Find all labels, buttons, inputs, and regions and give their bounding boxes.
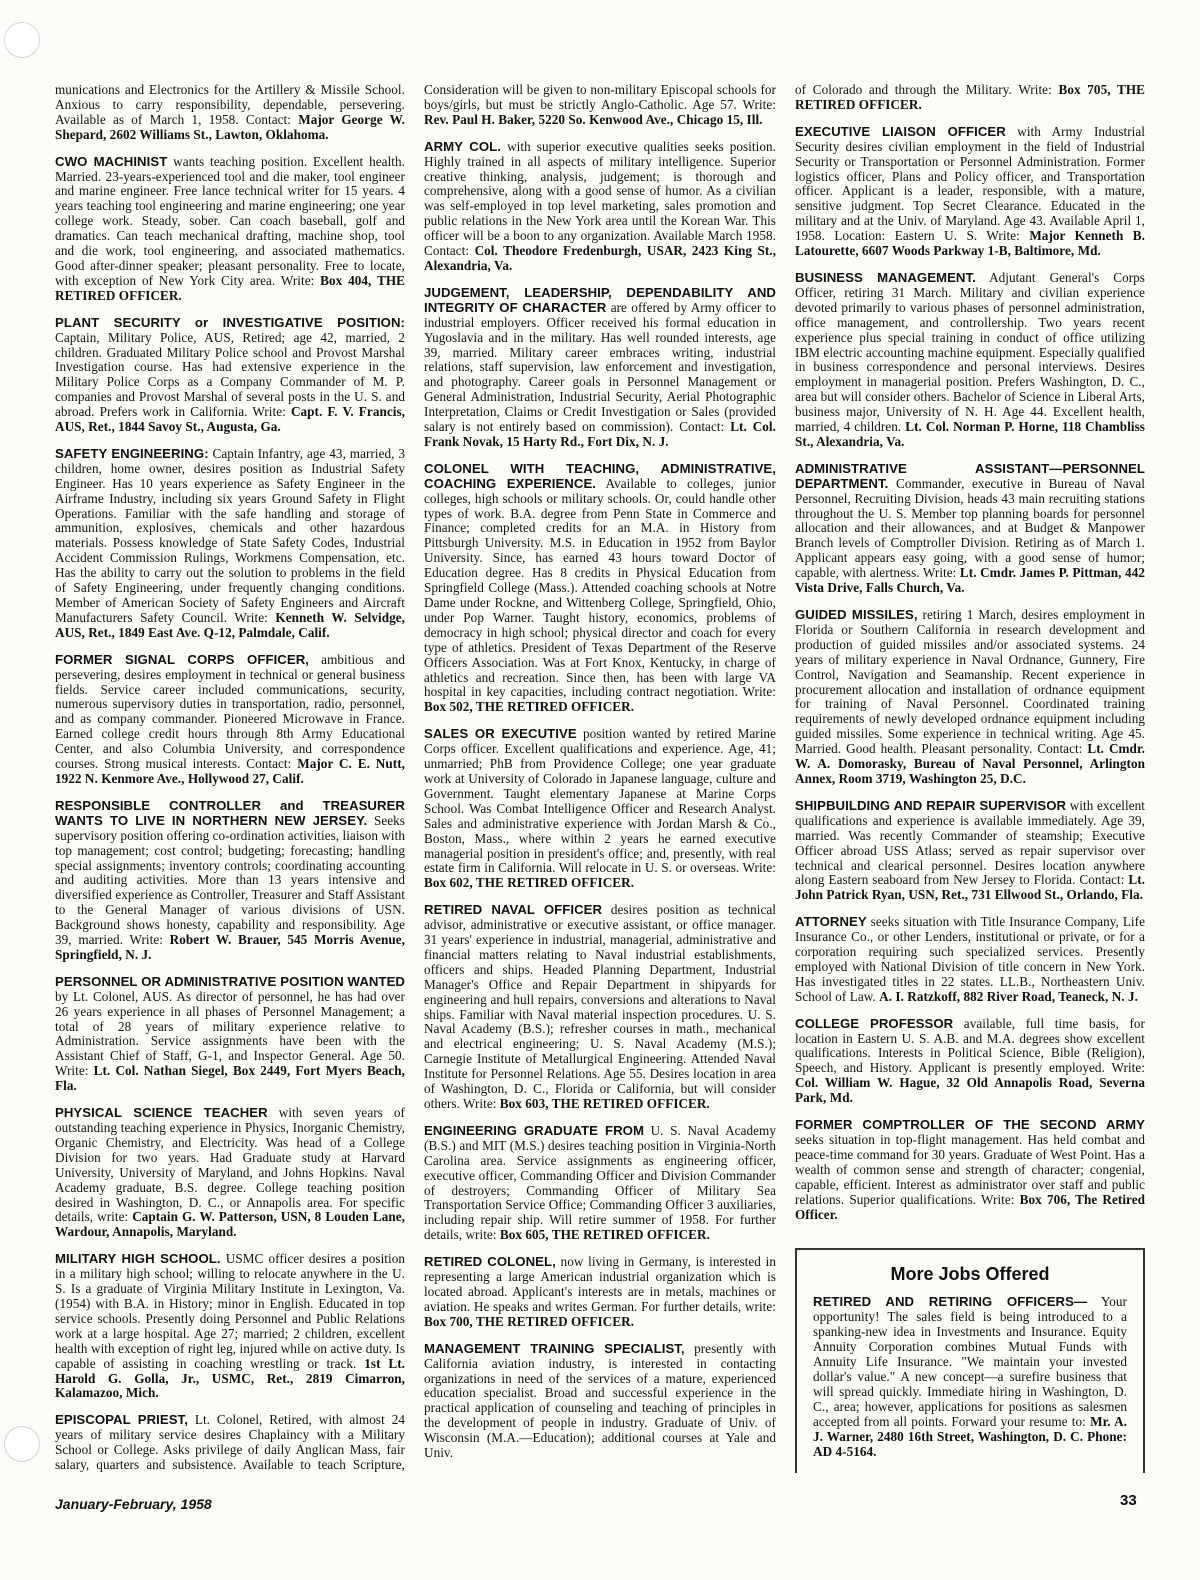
ad-lead: EPISCOPAL PRIEST, — [55, 1412, 188, 1428]
classified-ad — [424, 462, 776, 715]
ad-lead: CWO MACHINIST — [55, 153, 168, 169]
ad-body: Available to colleges, junior colleges, high schools or military schools. Or, could handle other types of work. B.A. degree from Penn State in Commerce and Finance; completed credits for an M.A. in History from Pittsburgh University. M.S. in Education in 1952 from Baylor University. Since, has earned 43 hours toward Doctor of Education degree. Has 8 credits in Physical Education from Springfield College (Mass.). Attended coaching schools at Notre Dame under Rockne, and Wittenberg College, Springfield, Ohio, under Pop Warner. Taught history, economics, problems of democracy in high school; physical director and coach for every type of athletics. President of Texas Department of the Reserve Officers Association. Was at Fort Knox, Kentucky, in charge of athletics and recreation. Since then, has been with large VA hospital in key capacities, including contract negotiation. Write: — [424, 475, 776, 700]
ad-body: with seven years of outstanding teaching experience in Physics, Inorganic Chemistry, Organic Chemistry, and Electricity. Was head of a College Division for two years. Had Graduate study at Harvard University, University of Maryland, and Johns Hopkins. Naval Academy graduate, B.S. degree. College teaching position desired in Washington, D. C., or Annapolis area. For specific details, write: — [55, 1105, 405, 1225]
ad-contact: Box 502, THE RETIRED OFFICER. — [424, 699, 635, 715]
classified-ad — [55, 155, 405, 304]
classified-ad — [55, 653, 405, 787]
ad-lead: RETIRED NAVAL OFFICER — [424, 902, 603, 918]
ad-contact: Capt. F. V. Francis, AUS, Ret., 1844 Savoy St., Augusta, Ga. — [55, 404, 405, 435]
classified-ad — [55, 975, 405, 1094]
page-number: 33 — [1120, 1492, 1137, 1509]
classified-ad — [795, 1118, 1145, 1222]
ad-body: Captain Infantry, age 43, married, 3 children, home owner, desires position as Industrial Safety Engineer. Has 10 years experience as Safety Engineer in the Airframe Industry, including six years Ground Safety in Flight Operations. Familiar with the safe handling and storage of ammunition, explosives, chemicals and other hazardous materials. Possess knowledge of State Safety Codes, Industrial Accident Commission Rulings, Workmens Compensation, etc. Has the ability to carry out the solution to problems in the field of Safety Engineering, under frequently changing conditions. Member of American Society of Safety Engineers and Aircraft Manufacturers Safety Council. Write: — [55, 445, 405, 625]
more-jobs-offered-title: More Jobs Offered — [890, 1264, 1050, 1285]
classified-ad — [424, 1255, 776, 1330]
ad-body: Your opportunity! The sales field is being introduced to a spanking-new idea in Investments and Insurance. Equity Annuity Corporation combines Mutual Funds with Annuity Life Insurance. "We maintain your invested dollar's value." A new concept—a surefire business that will spread quickly. Immediate hiring in Washington, D. C., area; however, applications for positions as salesmen accepted from all points. Forward your resume to: — [813, 1294, 1127, 1429]
column-right-ads — [795, 83, 1145, 1222]
ad-body: desires position as technical advisor, administrative or executive assistant, or office manager. 31 years' experience in industrial, managerial, administrative and financial matters relating to Naval industrial establishments, officers and ships. Headed Planning Department, Industrial Manager's Office and Repair Department in shipyards for engineering and hull repairs, conversions and alterations to Naval ships. Familiar with Naval material inspection procedures. U. S. Naval Academy (B.S.); refresher courses in math., mechanical and electrical engineering; U. S. Naval Academy (M.S.); Carnegie Institute of Metallurgical Engineering. Attended Naval Institute for Personnel Relations. Age 55. Desires location in area of Washington, D. C., Florida or California, but will consider others. Write: — [424, 902, 776, 1111]
classified-ad — [795, 83, 1145, 113]
ad-contact: Box 404, THE RETIRED OFFICER. — [55, 272, 405, 303]
ad-lead: ATTORNEY — [795, 914, 867, 930]
ad-contact: Lt. Col. Frank Novak, 15 Harty Rd., Fort Dix, N. J. — [424, 419, 776, 449]
ad-body: with excellent qualifications and experience is available immediately. Age 39, married. Was recently Commander of steamship; Executive Officer abroad USS Atlass; served as repair supervisor over technical and clearical personnel. Desires location anywhere along Eastern seaboard from New Jersey to Florida. Contact: — [795, 797, 1145, 888]
ad-contact: Robert W. Brauer, 545 Morris Avenue, Springfield, N. J. — [55, 932, 405, 962]
ad-contact: A. I. Ratzkoff, 882 River Road, Teaneck, N. J. — [879, 988, 1138, 1004]
ad-body: with Army Industrial Security desires civilian employment in the field of Industrial Security or Transportation or Personnel Administration. Former logistics officer, Plans and Policy officer, and Transportation officer. Applicant is a leader, responsible, with a mature, sensitive judgment. Top Secret Clearance. Educated in the military and at the Univ. of Maryland. Age 43. Available April 1, 1958. Location: Eastern U. S. Write: — [795, 123, 1145, 244]
issue-date: January-February, 1958 — [55, 1496, 212, 1512]
classified-ad — [55, 799, 405, 963]
ad-contact: Mr. A. J. Warner, 2480 16th Street, Washington, D. C. Phone: AD 4-5164. — [813, 1413, 1128, 1459]
ad-lead: PLANT SECURITY or INVESTIGATIVE POSITION: — [55, 314, 405, 330]
ad-contact: Lt. John Patrick Ryan, USN, Ret., 731 Ellwood St., Orlando, Fla. — [795, 872, 1145, 903]
ad-body: by Lt. Colonel, AUS. As director of personnel, he has had over 26 years experience in all phases of Personnel Management; a total of 28 years of military experience relative to Administration. Service assignments have been with the Assistant Chief of Staff, G-1, and Inspector General. Age 50. Write: — [55, 988, 405, 1079]
ad-body: seeks situation in top-flight management. Has held combat and peace-time command for 30 years. Graduate of West Point. Has a wealth of common sense and strength of character; congenial, capable, efficient. Interest as administrator over staff and public relations. Superior qualifications. Write: — [795, 1132, 1145, 1207]
ad-contact: Captain G. W. Patterson, USN, 8 Louden Lane, Wardour, Annapolis, Maryland. — [55, 1209, 405, 1240]
classified-ad — [424, 1342, 776, 1461]
punch-hole — [4, 1426, 40, 1462]
ad-lead: ENGINEERING GRADUATE FROM — [424, 1122, 644, 1138]
ad-body: USMC officer desires a position in a military high school; willing to relocate anywhere in the U. S. Is a graduate of Virginia Military Institute in Lexington, Va. (1954) with B.A. in History; minor in English. Educated in top service schools. Presently doing Personnel and Public Relations work at a large hospital. Age 27; married; 2 children, excellent health with exception of right leg, injured while on active duty. Is capable of assisting in coaching wrestling or track. — [55, 1251, 405, 1371]
ad-contact: Box 700, THE RETIRED OFFICER. — [424, 1313, 635, 1329]
classified-ad — [795, 608, 1145, 787]
ad-lead: COLLEGE PROFESSOR — [795, 1015, 954, 1031]
ad-lead: GUIDED MISSILES, — [795, 607, 918, 622]
ad-contact: Major George W. Shepard, 2602 Williams St., Lawton, Oklahoma. — [55, 111, 405, 142]
ad-lead: PHYSICAL SCIENCE TEACHER — [55, 1105, 268, 1121]
ad-body: of Colorado and through the Military. Write: — [795, 83, 1059, 97]
ad-body: with superior executive qualities seeks position. Highly trained in all aspects of military intelligence. Superior creative thinking, analysis, judgement; is thorough and comprehensive, along with a good sense of humor. As a civilian was self-employed in top level marketing, sales promotion and public relations in the New York area until the Korean War. This officer will be a boon to any organization. Available March 1958. Contact: — [424, 138, 776, 259]
ad-lead: JUDGEMENT, LEADERSHIP, DEPENDABILITY AND INTEGRITY OF CHARACTER — [424, 284, 776, 315]
classified-ad — [424, 286, 776, 450]
ad-lead: SHIPBUILDING AND REPAIR SUPERVISOR — [795, 797, 1067, 813]
ad-contact: Lt. Cmdr. James P. Pittman, 442 Vista Drive, Falls Church, Va. — [795, 565, 1145, 596]
classified-ad — [795, 915, 1145, 1004]
classified-ad — [424, 727, 776, 891]
ad-body: Commander, executive in Bureau of Naval Personnel, Recruiting Division, heads 43 main recruiting stations throughout the U. S. Member top planning boards for personnel allocation and their allowances, and at Budget & Manpower Branch levels of Comptroller Division. Retiring as of March 1. Applicant appears easy going, with a good sense of humor; capable, with alertness. Write: — [795, 475, 1145, 581]
punch-hole — [4, 22, 40, 58]
ad-body: Captain, Military Police, AUS, Retired; age 42, married, 2 children. Graduated Military Police school and Provost Marshal Investigation course. Has had extensive experience in the Military Police Corps as a Company Commander of M. P. companies and Provost Marshal of several posts in the U. S. and abroad. Prefers work in California. Write: — [55, 329, 405, 420]
column-middle — [424, 83, 776, 1473]
ad-lead: PERSONNEL OR ADMINISTRATIVE POSITION WANTED — [55, 973, 405, 989]
ad-body: seeks situation with Title Insurance Company, Life Insurance Co., or other Lenders, institutional or private, or for a corporation requiring such specialized services. Presently employed with National Division of title concern in New York. Has investigated titles in 22 states. LL.B., Northeastern Univ. School of Law. — [795, 914, 1145, 1004]
ad-contact: Box 706, The Retired Officer. — [795, 1191, 1145, 1222]
classified-ad — [55, 1252, 405, 1401]
classified-ad — [795, 1017, 1145, 1106]
ad-contact: Lt. Col. Norman P. Horne, 118 Chambliss St., Alexandria, Va. — [795, 419, 1145, 449]
ad-lead: SAFETY ENGINEERING: — [55, 445, 209, 461]
ad-body: U. S. Naval Academy (B.S.) and MIT (M.S.) desires teaching position in Virginia-North Carolina area. Service assignments as engineering officer, executive officer, Commanding Officer and Division Commander of destroyers; Commanding Officer of Military Sea Transportation Service Office; Commanding Officer 3 auxiliaries, including repair ship. Will retire summer of 1958. For further details, write: — [424, 1122, 776, 1243]
ad-contact: Lt. Col. Nathan Siegel, Box 2449, Fort Myers Beach, Fla. — [55, 1063, 405, 1094]
classified-ad — [424, 903, 776, 1112]
ad-lead: SALES OR EXECUTIVE — [424, 726, 577, 742]
classified-ad — [424, 1124, 776, 1243]
ad-body: position wanted by retired Marine Corps officer. Excellent qualifications and experience. Age, 41; unmarried; PhB from Providence College; one year graduate work at University of Colorado in Japanese language, culture and Government. Taught elementary Japanese at Marine Corps School. Was Combat Intelligence Officer and Research Analyst. Sales and administrative experience with Jordan Marsh & Co., Boston, Mass., where within 2 years he earned executive managerial position in president's office; and, presently, with real estate firm in California. Will relocate in U. S. or overseas. Write: — [424, 726, 776, 876]
classified-ad — [795, 125, 1145, 259]
classified-ad — [795, 799, 1145, 903]
ad-lead: FORMER SIGNAL CORPS OFFICER, — [55, 651, 309, 667]
classified-ad — [55, 447, 405, 641]
ad-contact: Box 603, THE RETIRED OFFICER. — [499, 1096, 710, 1111]
ad-body: ambitious and persevering, desires employment in technical or general business fields. Service career included communications, security, numerous supervisory duties in transportation, radio, personnel, and as company commander. Pioneered Microwave in France. Earned college credit hours through 8th Army Educational Center, and also Columbia University, and correspondence courses. Strong musical interests. Contact: — [55, 651, 405, 772]
ad-contact: Major Kenneth B. Latourette, 6607 Woods Parkway 1-B, Baltimore, Md. — [795, 228, 1145, 259]
job-offer — [813, 1295, 1127, 1459]
classified-ad — [795, 462, 1145, 596]
ad-contact: Kenneth W. Selvidge, AUS, Ret., 1849 East Ave. Q-12, Palmdale, Calif. — [55, 609, 405, 640]
more-jobs-offered-box — [795, 1248, 1145, 1473]
ad-contact: Col. Theodore Fredenburgh, USAR, 2423 King St., Alexandria, Va. — [424, 243, 776, 273]
column-left — [55, 83, 405, 1473]
ad-body: are offered by Army officer to industrial employers. Officer received his formal education in Yugoslavia and in the military. Has well rounded interests, age 39, married. Military career embraces writing, industrial relations, staff supervision, law enforcement and investigation, and photography. Career goals in Personnel Management or General Administration, Industrial Security, Aerial Photographic Interpretation, Claims or Credit Investigation or Sales (provided salary is not entirely based on commission). Contact: — [424, 299, 776, 435]
ad-lead: RETIRED COLONEL, — [424, 1254, 556, 1270]
ad-lead: BUSINESS MANAGEMENT. — [795, 269, 976, 285]
classified-ad — [55, 316, 405, 435]
ad-body: Lt. Colonel, Retired, with almost 24 years of military service desires Chaplaincy with a Military School or College. Asks privilege of daily Anglican Mass, fair salary, quarters and subsistence. Available to teach Scripture, — [55, 1412, 405, 1473]
ad-contact: Box 705, THE RETIRED OFFICER. — [795, 83, 1145, 112]
ad-lead: RESPONSIBLE CONTROLLER and TREASURER WANTS TO LIVE IN NORTHERN NEW JERSEY. — [55, 797, 405, 828]
ad-body: available, full time basis, for location in Eastern U. S. A.B. and M.A. degrees show excellent qualifications. Interests in Political Science, Bible (Religion), Speech, and History. Applicant is presently employed. Write: — [795, 1015, 1145, 1076]
ad-contact: Rev. Paul H. Baker, 5220 So. Kenwood Ave., Chicago 15, Ill. — [424, 111, 763, 127]
ad-contact: Lt. Cmdr. W. A. Domorasky, Bureau of Naval Personnel, Arlington Annex, Room 3719, Washington 25, D.C. — [795, 741, 1145, 786]
classified-ad — [55, 1413, 405, 1473]
ad-contact: 1st Lt. Harold G. Golla, Jr., USMC, Ret., 2819 Cimarron, Kalamazoo, Mich. — [55, 1355, 405, 1401]
ad-lead: EXECUTIVE LIAISON OFFICER — [795, 123, 1006, 139]
ad-lead: ADMINISTRATIVE ASSISTANT—PERSONNEL DEPARTMENT. — [795, 460, 1145, 491]
ad-lead: MANAGEMENT TRAINING SPECIALIST, — [424, 1340, 685, 1356]
ad-body: Consideration will be given to non-military Episcopal schools for boys/girls, but must be strictly Anglo-Catholic. Age 57. Write: — [424, 83, 776, 112]
ad-contact: Col. William W. Hague, 32 Old Annapolis Road, Severna Park, Md. — [795, 1075, 1145, 1106]
ad-contact: Box 605, THE RETIRED OFFICER. — [499, 1227, 710, 1243]
ad-lead: RETIRED AND RETIRING OFFICERS— — [813, 1294, 1088, 1310]
ad-lead: ARMY COL. — [424, 138, 501, 154]
ad-lead: FORMER COMPTROLLER OF THE SECOND ARMY — [795, 1117, 1145, 1133]
ad-contact: Major C. E. Nutt, 1922 N. Kenmore Ave., Hollywood 27, Calif. — [55, 756, 405, 786]
ad-body: presently with California aviation industry, is interested in contacting organizations in need of the services of a mature, experienced education specialist. Broad and successful experience in the practical application of counseling and teaching of principles in the development of people in industry. Graduate of Univ. of Wisconsin (M.A.—Education); additional courses at Yale and Univ. — [424, 1340, 776, 1461]
ad-body: retiring 1 March, desires employment in Florida or Southern California in research development and production of guided missiles and/or associated systems. 24 years of military experience in Naval Ordnance, Gunnery, Fire Control, Navigation and Seamanship. Recent experience in procurement allocation and installation of ordnance equipment for training of Naval Personnel. Coordinated training requirements of newly developed ordnance equipment including guided missiles. Some experience in technical writing. Age 45. Married. Good health. Pleasant personality. Contact: — [795, 607, 1145, 757]
ad-body: Seeks supervisory position offering co-ordination activities, liaison with top management; cost control; budgeting; forecasting; handling special assignments; inventory controls; coordinating accounting and auditing activities. More than 13 years intensive and diversified experience as Controller, Treasurer and Staff Assistant to the General Manager of various divisions of USN. Background shows honesty, capability and responsibility. Age 39, married. Write: — [55, 812, 405, 948]
ad-lead: MILITARY HIGH SCHOOL. — [55, 1251, 221, 1267]
ad-body: wants teaching position. Excellent health. Married. 23-years-experienced tool and die maker, tool engineer and marine engineer. Free lance technical writer for 15 years. 4 years teaching tool engineering and marine engineering; one year college work. Steady, sober. Can coach baseball, golf and dramatics. Can teach mechanical drafting, machine shop, tool and die work, tool engineering, and associated mathematics. Good after-dinner speaker; pleasant personality. Free to locate, with exception of New York City area. Write: — [55, 153, 405, 288]
ad-body: Adjutant General's Corps Officer, retiring 31 March. Military and civilian experience devoted primarily to various phases of personnel administration, office management, and controllership. Two years recent experience plus special training in conduct of office utilizing IBM electric accounting machine equipment. Especially qualified in business correspondence and personal interviews. Desires employment in managerial position. Prefers Washington, D. C., area but will consider others. Bachelor of Science in Liberal Arts, business major, University of N. H. Age 44. Excellent health, married, 4 children. — [795, 269, 1145, 435]
ad-lead: COLONEL WITH TEACHING, ADMINISTRATIVE, COACHING EXPERIENCE. — [424, 460, 776, 491]
classified-ad — [795, 271, 1145, 450]
classified-ad — [424, 140, 776, 274]
classified-ad — [55, 83, 405, 143]
ad-contact: Box 602, THE RETIRED OFFICER. — [424, 875, 635, 891]
classified-ad — [424, 83, 776, 128]
ad-body: munications and Electronics for the Artillery & Missile School. Anxious to carry responsibility, dependable, persevering. Available as of March 1, 1958. Contact: — [55, 83, 405, 127]
ad-body: now living in Germany, is interested in representing a large American industrial organization which is located abroad. Applicant's interests are in metals, machines or aviation. He speaks and writes German. For further details, write: — [424, 1254, 776, 1314]
column-right — [795, 83, 1145, 1473]
classified-ad — [55, 1106, 405, 1240]
